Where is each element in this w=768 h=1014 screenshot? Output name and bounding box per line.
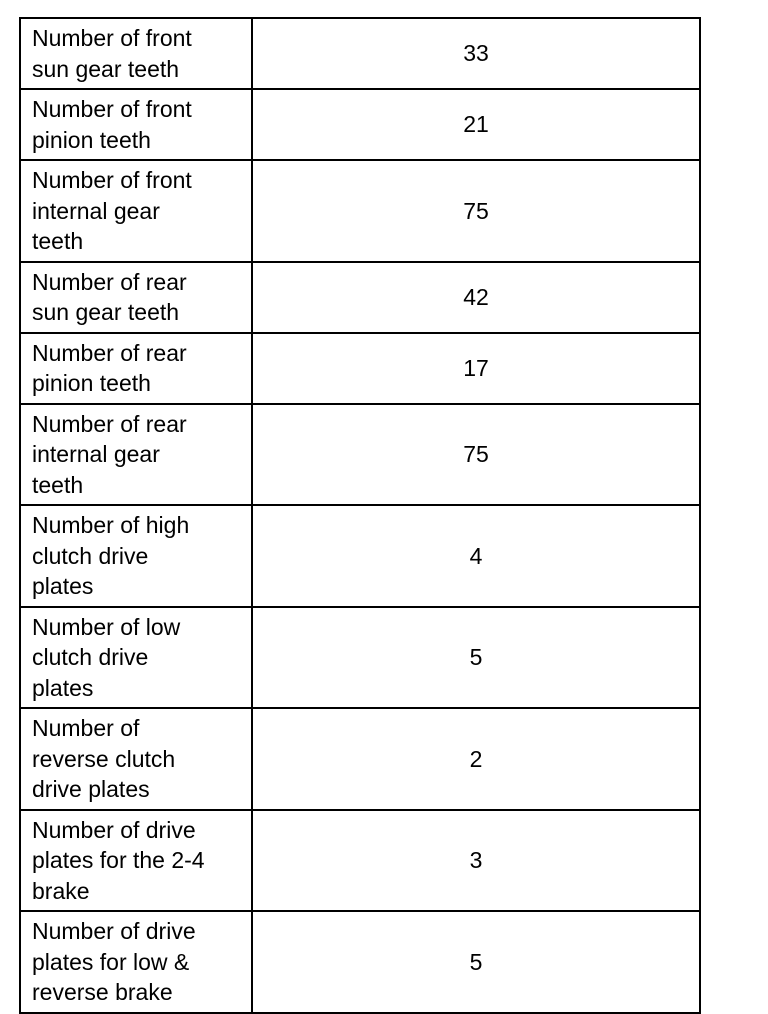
gear-specification-table [19, 17, 701, 1014]
spec-label-cell [20, 404, 252, 506]
table-row [20, 607, 700, 709]
spec-label-line: plates [32, 573, 94, 599]
spec-label-line: Number of low [32, 613, 181, 640]
spec-value-cell: 5 [252, 911, 700, 1013]
table-row [20, 911, 700, 1013]
spec-label-line: Number of rear [32, 268, 187, 295]
spec-label-line: teeth [32, 228, 84, 254]
spec-label-cell [20, 911, 252, 1013]
spec-label-line: Number of front [32, 167, 192, 193]
spec-label-line: pinion teeth [32, 370, 151, 396]
spec-label-line: plates [32, 674, 94, 701]
spec-label-line: Number of front [32, 25, 192, 51]
spec-label-line: reverse brake [32, 979, 173, 1005]
table-row [20, 262, 700, 333]
spec-label-cell [20, 708, 252, 810]
table-row [20, 18, 700, 89]
spec-value-cell: 4 [252, 505, 700, 607]
spec-label-line: Number of high [32, 512, 190, 538]
spec-label-line: Number of drive [32, 816, 196, 843]
spec-label-cell [20, 262, 252, 333]
spec-label-line: Number of [32, 715, 140, 741]
spec-value-cell: 42 [252, 262, 700, 333]
spec-label-line: drive plates [32, 776, 150, 802]
spec-label-line: pinion teeth [32, 126, 151, 153]
spec-label-cell [20, 810, 252, 912]
spec-label-line: clutch drive [32, 644, 149, 670]
spec-label-line: plates for low & [32, 948, 190, 975]
table-body [20, 18, 700, 1013]
table-row [20, 89, 700, 160]
spec-label-line: plates for the 2-4 [32, 847, 205, 873]
spec-label-line: Number of rear [32, 339, 187, 366]
spec-label-cell [20, 160, 252, 262]
spec-label-line: sun gear teeth [32, 55, 180, 82]
spec-label-cell [20, 607, 252, 709]
spec-label-cell [20, 333, 252, 404]
table-row [20, 333, 700, 404]
spec-label-line: internal gear [32, 197, 160, 224]
spec-label-line: teeth [32, 471, 84, 498]
spec-label-line: Number of rear [32, 410, 187, 437]
table-row [20, 160, 700, 262]
spec-label-cell [20, 89, 252, 160]
spec-value-cell: 75 [252, 404, 700, 506]
spec-label-cell [20, 505, 252, 607]
spec-value-cell: 3 [252, 810, 700, 912]
spec-label-line: internal gear [32, 441, 160, 467]
spec-label-line: sun gear teeth [32, 299, 180, 325]
spec-label-line: clutch drive [32, 542, 149, 569]
spec-label-line: reverse clutch [32, 745, 176, 772]
table-row [20, 505, 700, 607]
spec-value-cell: 21 [252, 89, 700, 160]
table-row [20, 708, 700, 810]
spec-value-cell: 2 [252, 708, 700, 810]
spec-value-cell: 17 [252, 333, 700, 404]
spec-label-line: Number of front [32, 96, 192, 122]
spec-label-cell [20, 18, 252, 89]
spec-value-cell: 5 [252, 607, 700, 709]
table-row [20, 810, 700, 912]
spec-label-line: Number of drive [32, 918, 196, 944]
spec-value-cell: 33 [252, 18, 700, 89]
table-row [20, 404, 700, 506]
spec-value-cell: 75 [252, 160, 700, 262]
spec-label-line: brake [32, 877, 90, 904]
